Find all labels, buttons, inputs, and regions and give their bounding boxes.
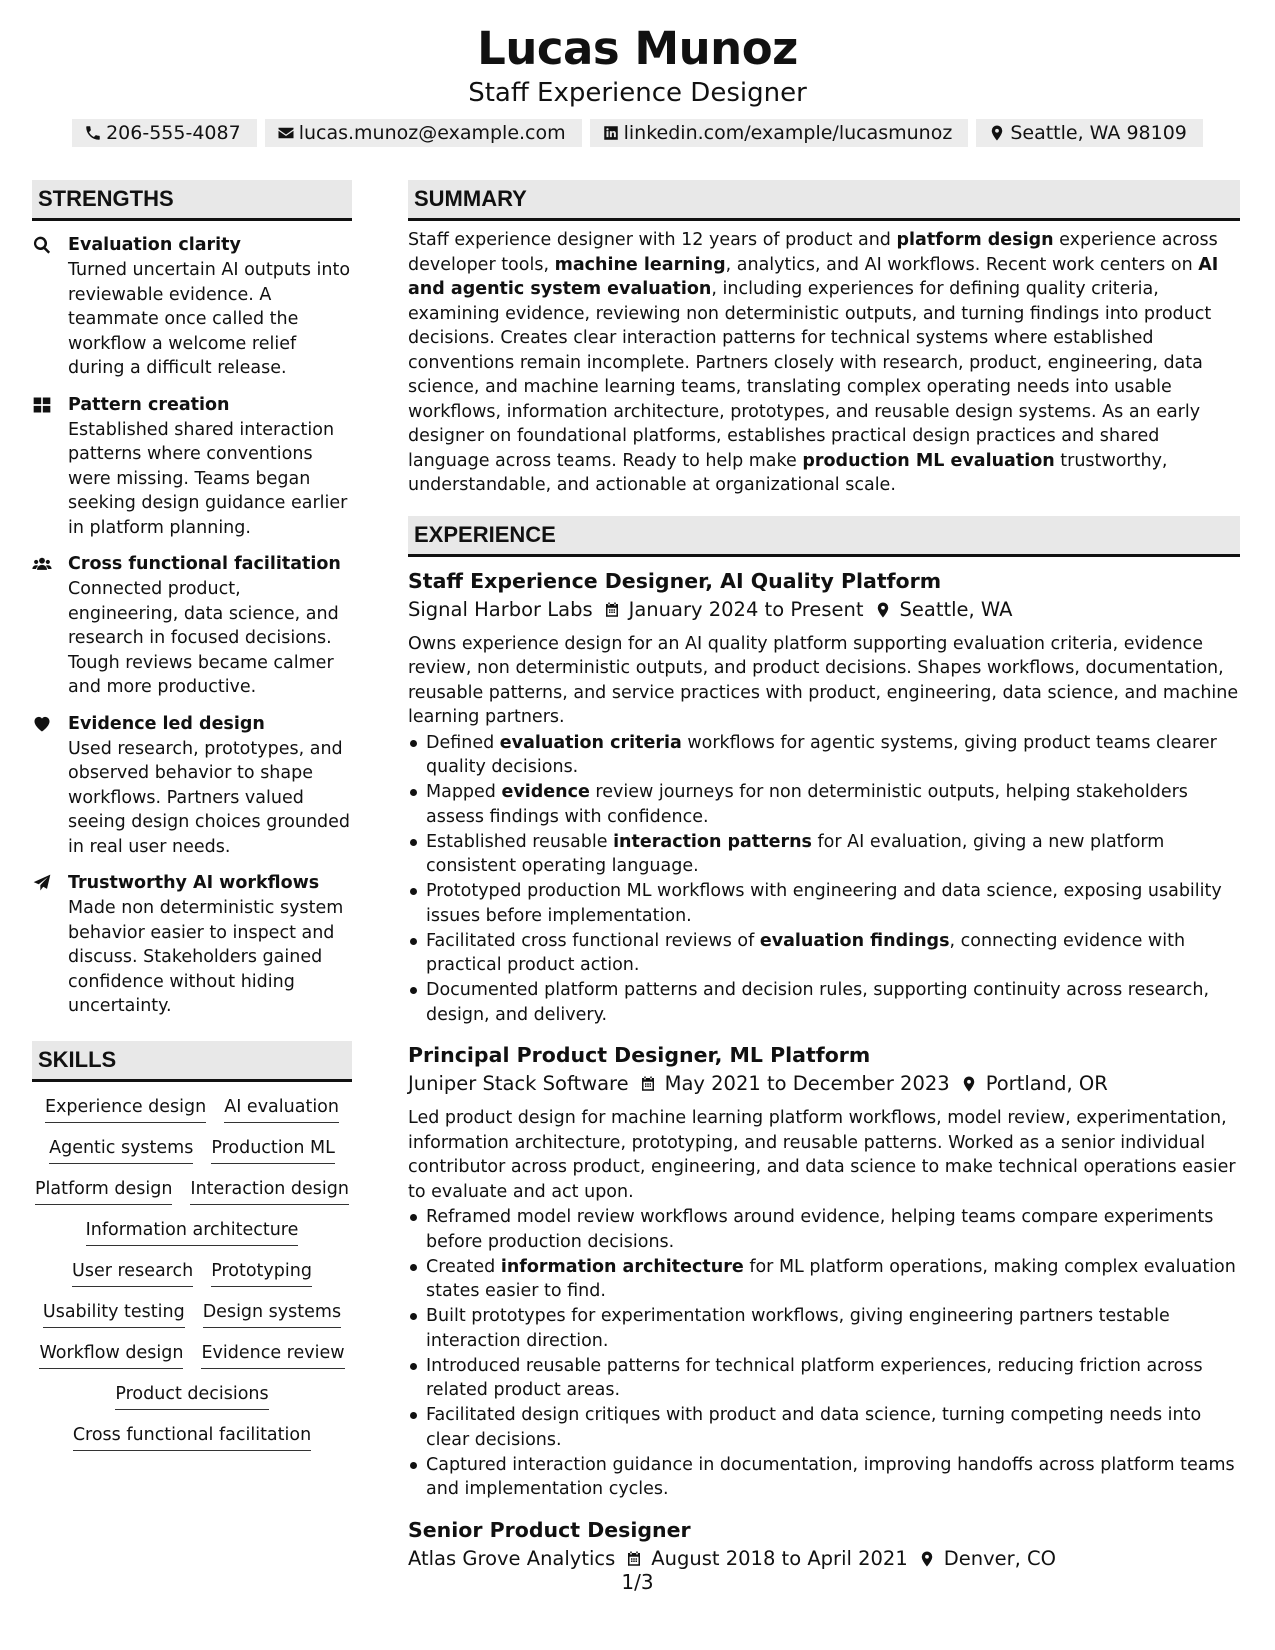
experience-heading: EXPERIENCE [408,516,1240,557]
location-chip [976,119,1203,147]
strength-title: Cross functional facilitation [68,554,341,574]
linkedin-chip[interactable] [590,119,969,147]
skill-tag: Production ML [211,1135,335,1164]
page-number: 1/3 [621,1570,654,1594]
skill-tag: Interaction design [190,1176,349,1205]
phone-text: 206-555-4087 [106,122,241,144]
job-entry [408,1516,1240,1574]
map-pin-icon [918,1550,936,1568]
job-location: Denver, CO [943,1546,1057,1570]
bullet-item: Facilitated design critiques with product and data science, turning competing needs into clear decisions. [408,1403,1240,1452]
bullet-item: Captured interaction guidance in documentation, improving handoffs across platform teams and implementation cycles. [408,1453,1240,1502]
contact-row [0,119,1275,147]
strength-text: Made non deterministic system behavior easier to inspect and discuss. Stakeholders gained confidence without hiding uncertainty. [68,898,344,1016]
strength-text: Established shared interaction patterns where conventions were missing. Teams began seeking design guidance earlier in platform planning. [68,419,348,538]
strength-text: Turned uncertain AI outputs into reviewable evidence. A teammate once called the workflow a welcome relief during a difficult release. [68,260,351,378]
summary-text: Staff experience designer with 12 years of product and platform design experience across developer tools, machine learning, analytics, and AI workflows. Recent work centers on AI and agentic system evaluation, including experiences for defining quality criteria, examining evidence, reviewing non deterministic outputs, and turning findings into product decisions. Creates clear interaction patterns for technical systems where established conventions remain incomplete. Partners closely with research, product, engineering, data science, and machine learning teams, translating complex operating needs into usable workflows, information architecture, prototypes, and reusable design systems. As an early designer on foundational platforms, establishes practical design practices and shared language across teams. Ready to help make production ML evaluation trustworthy, understandable, and actionable at organizational scale. [408,230,1219,495]
skill-tag: Workflow design [39,1340,183,1369]
map-pin-icon [960,1075,978,1093]
job-bullets [408,731,1240,1028]
strength-title: Trustworthy AI workflows [68,873,320,893]
job-location: Portland, OR [985,1072,1108,1095]
bullet-item: Introduced reusable patterns for technical platform experiences, reducing friction across related product areas. [408,1354,1240,1403]
summary-heading: SUMMARY [408,180,1240,221]
bullet-item: Established reusable interaction patterns for AI evaluation, giving a new platform consistent operating language. [408,830,1240,879]
strength-text: Used research, prototypes, and observed behavior to shape workflows. Partners valued seeing design choices grounded in real user needs. [68,738,351,857]
skill-tag: Agentic systems [49,1135,193,1164]
skill-tag: Design systems [203,1299,341,1328]
skill-tag: Experience design [45,1094,206,1123]
job-bullets [408,1205,1240,1502]
bullet-item: Created information architecture for ML platform operations, making complex evaluation states easier to find. [408,1255,1240,1304]
linkedin-text[interactable]: linkedin.com/example/lucasmunoz [623,122,953,144]
email-chip[interactable] [265,119,582,147]
heart-icon [32,714,52,734]
phone-icon [84,124,102,142]
skill-tag: User research [72,1258,193,1287]
bullet-item: Mapped evidence review journeys for non deterministic outputs, helping stakeholders assess findings with confidence. [408,780,1240,829]
skill-tag: Information architecture [86,1217,299,1246]
strengths-heading: STRENGTHS [32,180,352,221]
job-title: Senior Product Designer [408,1517,691,1542]
job-title: Staff Experience Designer, AI Quality Platform [408,568,942,593]
skill-tag: Evidence review [201,1340,344,1369]
job-company: Juniper Stack Software [408,1072,629,1095]
strength-item [32,712,352,860]
job-meta [408,595,1240,625]
resume-header [0,0,1275,147]
job-dates: May 2021 to December 2023 [664,1072,950,1095]
email-text[interactable]: lucas.munoz@example.com [298,122,566,144]
mail-icon [277,124,295,142]
bullet-item: Documented platform patterns and decision rules, supporting continuity across research, design, and delivery. [408,978,1240,1027]
job-description: Led product design for machine learning platform workflows, model review, experimentation, information architecture, prototyping, and reusable patterns. Worked as a senior individual contributor across product, engineering, and data science to make technical operations easier to evaluate and act upon. [408,1108,1236,1202]
search-icon [32,235,52,255]
skill-tag: Prototyping [211,1258,312,1287]
job-entry [408,567,1240,1028]
strength-item [32,393,352,541]
location-text: Seattle, WA 98109 [1010,122,1187,144]
job-meta [408,1544,1240,1574]
bullet-item: Built prototypes for experimentation workflows, giving engineering partners testable interaction direction. [408,1304,1240,1353]
bullet-item: Prototyped production ML workflows with engineering and data science, exposing usability issues before implementation. [408,879,1240,928]
skill-tag: Platform design [35,1176,172,1205]
candidate-name: Lucas Munoz [477,22,798,75]
strength-title: Evidence led design [68,713,265,734]
strength-item [32,871,352,1019]
paper-plane-icon [32,873,52,893]
skill-tag: Product decisions [115,1381,268,1410]
skills-list [32,1094,352,1451]
job-description: Owns experience design for an AI quality platform supporting evaluation criteria, evidence review, non deterministic outputs, and product decisions. Shapes workflows, documentation, reusable patterns, and service practices with product, engineering, data science, and machine learning partners. [408,633,1239,727]
strength-text: Connected product, engineering, data science, and research in focused decisions. Tough reviews became calmer and more productive. [68,579,339,697]
calendar-icon [603,601,621,619]
bullet-item: Defined evaluation criteria workflows for agentic systems, giving product teams clearer quality decisions. [408,731,1240,780]
users-icon [32,554,52,574]
linkedin-icon [602,124,620,142]
skills-heading: SKILLS [32,1041,352,1082]
strength-title: Pattern creation [68,394,230,415]
job-location: Seattle, WA [899,597,1013,621]
left-column [32,180,352,1451]
bullet-item: Reframed model review workflows around evidence, helping teams compare experiments before production decisions. [408,1205,1240,1254]
skill-tag: Usability testing [43,1299,185,1328]
job-company: Signal Harbor Labs [408,597,593,621]
calendar-icon [639,1075,657,1093]
candidate-role: Staff Experience Designer [468,78,807,108]
right-column [408,180,1240,1574]
job-title: Principal Product Designer, ML Platform [408,1043,871,1067]
skill-tag: AI evaluation [224,1094,339,1123]
job-entry [408,1041,1240,1502]
job-meta [408,1069,1240,1099]
job-company: Atlas Grove Analytics [408,1546,616,1570]
skill-tag: Cross functional facilitation [73,1422,311,1451]
strength-item [32,552,352,700]
job-dates: August 2018 to April 2021 [651,1546,908,1570]
job-dates: January 2024 to Present [628,597,864,621]
map-pin-icon [988,124,1006,142]
bullet-item: Facilitated cross functional reviews of evaluation findings, connecting evidence with practical product action. [408,929,1240,978]
grid-icon [32,395,52,415]
phone-chip [72,119,257,147]
strength-title: Evaluation clarity [68,235,241,255]
strength-item [32,233,352,381]
calendar-icon [625,1550,643,1568]
map-pin-icon [874,601,892,619]
